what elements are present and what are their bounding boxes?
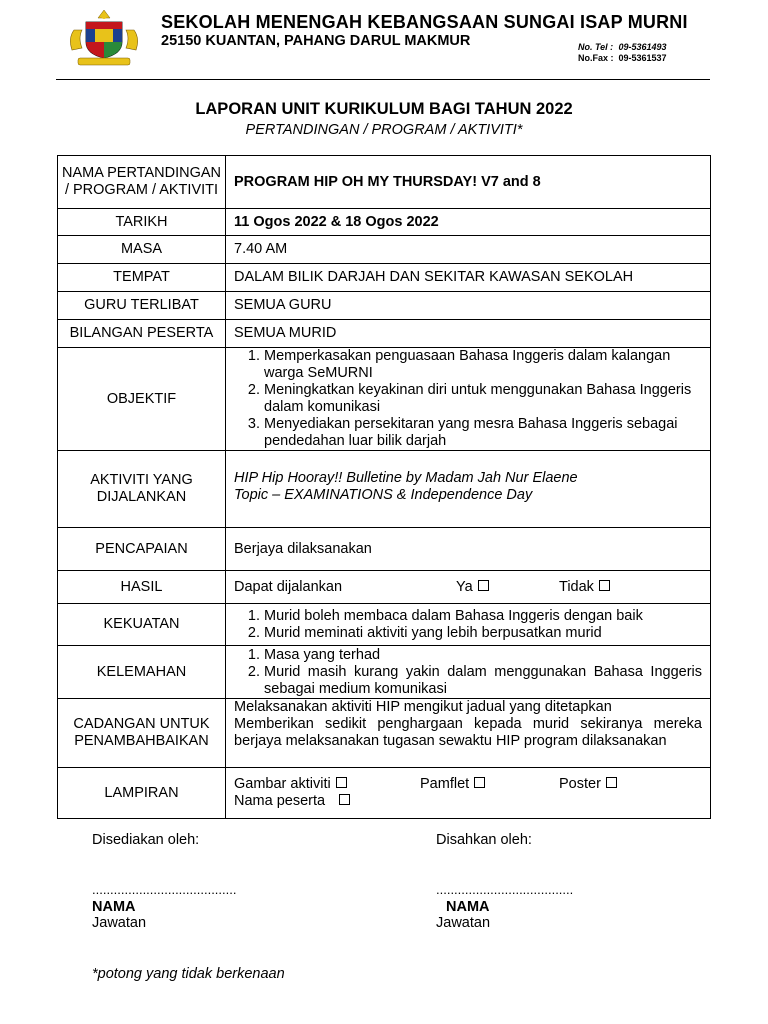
pamphlet-checkbox[interactable] <box>474 777 485 788</box>
photo-label: Gambar aktiviti <box>234 776 331 792</box>
row-label: MASA <box>58 236 226 264</box>
approved-by-label: Disahkan oleh: <box>436 832 532 848</box>
fax-line <box>578 53 667 63</box>
footnote: *potong yang tidak berkenaan <box>92 966 285 982</box>
objective-item: 1. Memperkasakan penguasaan Bahasa Inggeris dalam kalangan warga SeMURNI <box>264 348 702 382</box>
row-label: PENCAPAIAN <box>58 528 226 571</box>
fax-label: No.Fax : <box>578 53 614 63</box>
table-row <box>58 646 711 699</box>
pamphlet-option[interactable] <box>420 776 485 793</box>
approver-name-label: NAMA <box>446 899 490 915</box>
row-label: LAMPIRAN <box>58 768 226 819</box>
program-name-value: PROGRAM HIP OH MY THURSDAY! V7 and 8 <box>226 156 711 209</box>
objective-item: 2. Meningkatkan keyakinan diri untuk menggunakan Bahasa Inggeris dalam komunikasi <box>264 382 702 416</box>
result-value: Dapat dijalankan <box>234 578 343 595</box>
venue-value: DALAM BILIK DARJAH DAN SEKITAR KAWASAN SEKOLAH <box>226 264 711 292</box>
row-label: NAMA PERTANDINGAN / PROGRAM / AKTIVITI <box>58 156 226 209</box>
participant-list-option[interactable] <box>234 793 350 810</box>
attachments-cell <box>226 768 711 819</box>
table-row <box>58 604 711 646</box>
strength-item: 2. Murid meminati aktiviti yang lebih berpusatkan murid <box>264 625 702 642</box>
row-label: BILANGAN PESERTA <box>58 320 226 348</box>
row-label: HASIL <box>58 571 226 604</box>
tel-label: No. Tel : <box>578 42 614 52</box>
table-row <box>58 348 711 451</box>
result-cell <box>226 571 711 604</box>
poster-label: Poster <box>559 776 601 792</box>
weaknesses-cell <box>226 646 711 699</box>
table-row <box>58 320 711 348</box>
table-row <box>58 292 711 320</box>
objective-item: 3. Menyediakan persekitaran yang mesra Bahasa Inggeris sebagai pendedahan luar bilik darjah <box>264 416 702 450</box>
jata-negara-crest <box>64 8 144 68</box>
activities-cell <box>226 451 711 528</box>
row-label: OBJEKTIF <box>58 348 226 451</box>
row-label: TEMPAT <box>58 264 226 292</box>
table-row <box>58 156 711 209</box>
activity-line: Topic – EXAMINATIONS & Independence Day <box>234 487 533 503</box>
weakness-item: 1. Masa yang terhad <box>264 647 702 664</box>
date-value: 11 Ogos 2022 & 18 Ogos 2022 <box>226 209 711 236</box>
activity-line: HIP Hip Hooray!! Bulletine by Madam Jah Nur Elaene <box>234 470 578 486</box>
table-row <box>58 236 711 264</box>
prepared-by-label: Disediakan oleh: <box>92 832 200 848</box>
participants-value: SEMUA MURID <box>226 320 711 348</box>
yes-option[interactable] <box>456 579 489 596</box>
no-label: Tidak <box>559 578 594 595</box>
preparer-name-label: NAMA <box>92 899 136 915</box>
row-label: GURU TERLIBAT <box>58 292 226 320</box>
poster-option[interactable] <box>559 776 617 793</box>
photo-checkbox[interactable] <box>336 777 347 788</box>
school-name: SEKOLAH MENENGAH KEBANGSAAN SUNGAI ISAP MURNI <box>161 12 688 32</box>
objectives-cell <box>226 348 711 451</box>
table-row <box>58 699 711 768</box>
report-table <box>57 155 711 819</box>
table-row <box>58 768 711 819</box>
approver-position-label: Jawatan <box>436 915 491 931</box>
weakness-item: 2. Murid masih kurang yakin dalam menggunakan Bahasa Inggeris sebagai medium komunikasi <box>264 664 702 698</box>
fax-value: 09-5361537 <box>618 53 667 63</box>
row-label: KEKUATAN <box>58 604 226 646</box>
poster-checkbox[interactable] <box>606 777 617 788</box>
row-label: KELEMAHAN <box>58 646 226 699</box>
objectives-list <box>234 348 702 450</box>
participant-list-label: Nama peserta <box>234 793 326 809</box>
table-row <box>58 209 711 236</box>
suggestion-line: Memberikan sedikit penghargaan kepada murid sekiranya mereka berjaya melaksanakan tugasan sewaktu HIP program dilaksanakan <box>234 716 702 749</box>
pamphlet-label: Pamflet <box>420 776 470 792</box>
yes-checkbox[interactable] <box>478 580 489 591</box>
teachers-value: SEMUA GURU <box>226 292 711 320</box>
time-value: 7.40 AM <box>226 236 711 264</box>
tel-value: 09-5361493 <box>618 42 667 52</box>
school-address: 25150 KUANTAN, PAHANG DARUL MAKMUR <box>161 33 471 49</box>
participant-list-checkbox[interactable] <box>339 794 350 805</box>
row-label: CADANGAN UNTUK PENAMBAHBAIKAN <box>58 699 226 768</box>
weaknesses-list <box>234 647 702 698</box>
strengths-cell <box>226 604 711 646</box>
table-row <box>58 571 711 604</box>
strengths-list <box>234 608 702 642</box>
no-option[interactable] <box>559 579 610 596</box>
table-row <box>58 264 711 292</box>
preparer-position-label: Jawatan <box>92 915 147 931</box>
row-label: AKTIVITI YANG DIJALANKAN <box>58 451 226 528</box>
table-row <box>58 528 711 571</box>
photo-option[interactable] <box>234 776 347 793</box>
report-subtitle: PERTANDINGAN / PROGRAM / AKTIVITI* <box>245 122 523 138</box>
yes-label: Ya <box>456 578 473 595</box>
suggestions-cell <box>226 699 711 768</box>
header-divider <box>56 79 710 80</box>
table-row <box>58 451 711 528</box>
suggestion-line: Melaksanakan aktiviti HIP mengikut jadual yang ditetapkan <box>234 699 612 715</box>
achievement-value: Berjaya dilaksanakan <box>226 528 711 571</box>
row-label: TARIKH <box>58 209 226 236</box>
no-checkbox[interactable] <box>599 580 610 591</box>
report-title: LAPORAN UNIT KURIKULUM BAGI TAHUN 2022 <box>195 100 573 118</box>
telephone-line <box>578 42 667 52</box>
signature-line-left: ........................................ <box>92 882 237 897</box>
signature-line-right: ...................................... <box>436 882 574 897</box>
strength-item: 1. Murid boleh membaca dalam Bahasa Inggeris dengan baik <box>264 608 702 625</box>
